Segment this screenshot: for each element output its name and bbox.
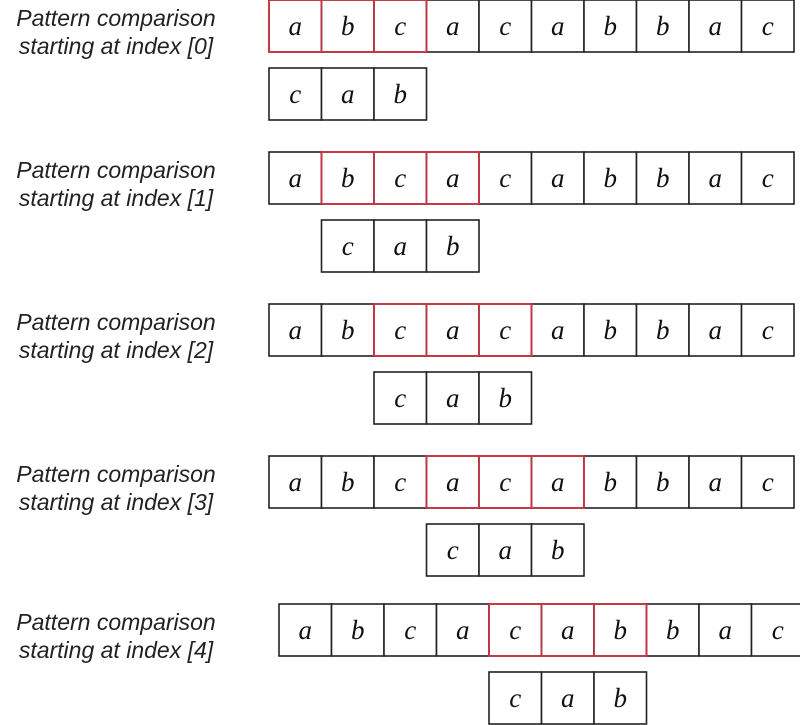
comparison-label-line1: Pattern comparison	[16, 609, 216, 635]
comparison-label-line2: starting at index [4]	[18, 637, 214, 663]
text-cell-2	[374, 456, 427, 508]
text-cell-4	[479, 152, 532, 204]
text-cell-6-char: b	[603, 467, 617, 497]
pattern-cell-2	[532, 524, 585, 576]
pattern-cell-0-char: c	[509, 683, 522, 713]
text-cell-3	[427, 456, 480, 508]
text-cell-7-char: b	[656, 467, 670, 497]
text-cell-5	[532, 456, 585, 508]
text-cell-4	[489, 604, 542, 656]
text-cell-6	[584, 0, 637, 52]
comparison-blocks	[16, 0, 800, 724]
text-cell-5-char: a	[551, 315, 565, 345]
text-cell-8-char: a	[708, 11, 722, 41]
text-cell-1-char: b	[341, 11, 355, 41]
pattern-cell-2	[594, 672, 647, 724]
text-cell-3	[427, 152, 480, 204]
pattern-cell-0	[427, 524, 480, 576]
pattern-cell-2-char: b	[498, 383, 512, 413]
pattern-cell-1-char: a	[498, 535, 512, 565]
pattern-cell-0-char: c	[341, 231, 354, 261]
comparison-label-line1: Pattern comparison	[16, 5, 216, 31]
text-cell-1	[332, 604, 385, 656]
pattern-cell-1	[374, 220, 427, 272]
pattern-cell-1-char: a	[446, 383, 460, 413]
text-cell-0	[269, 456, 322, 508]
text-cell-1	[322, 456, 375, 508]
pattern-cell-2-char: b	[551, 535, 565, 565]
text-cell-9-char: c	[761, 315, 774, 345]
text-cell-7-char: b	[656, 163, 670, 193]
text-cell-6-char: b	[603, 163, 617, 193]
text-cell-2	[374, 0, 427, 52]
pattern-cell-0	[269, 68, 322, 120]
text-cell-4-char: c	[499, 11, 512, 41]
pattern-cell-0-char: c	[394, 383, 407, 413]
comparison-block-3	[16, 456, 794, 576]
text-cell-1	[322, 304, 375, 356]
text-cell-0-char: a	[288, 315, 302, 345]
text-cell-4-char: c	[509, 615, 522, 645]
text-cell-3-char: a	[456, 615, 470, 645]
text-cell-5-char: a	[561, 615, 575, 645]
pattern-cell-2-char: b	[613, 683, 627, 713]
text-cell-4-char: c	[499, 315, 512, 345]
pattern-cell-2	[374, 68, 427, 120]
pattern-row	[427, 524, 585, 576]
text-cell-9-char: c	[761, 163, 774, 193]
text-cell-6	[594, 604, 647, 656]
text-cell-7	[637, 304, 690, 356]
text-cell-2	[374, 304, 427, 356]
text-cell-1	[322, 152, 375, 204]
text-cell-6-char: b	[613, 615, 627, 645]
text-cell-7	[637, 152, 690, 204]
pattern-cell-1-char: a	[561, 683, 575, 713]
text-cell-7-char: b	[656, 11, 670, 41]
comparison-label-line2: starting at index [3]	[18, 489, 214, 515]
pattern-cell-0	[489, 672, 542, 724]
text-sequence-row	[269, 152, 794, 204]
comparison-label-line1: Pattern comparison	[16, 309, 216, 335]
text-cell-8	[689, 304, 742, 356]
text-cell-1-char: b	[341, 315, 355, 345]
pattern-row	[489, 672, 647, 724]
text-cell-7	[637, 0, 690, 52]
text-cell-0-char: a	[298, 615, 312, 645]
text-cell-9	[742, 152, 795, 204]
comparison-block-2	[16, 304, 794, 424]
pattern-cell-1-char: a	[393, 231, 407, 261]
text-cell-0	[279, 604, 332, 656]
text-cell-0-char: a	[288, 163, 302, 193]
pattern-cell-0	[374, 372, 427, 424]
text-cell-2-char: c	[404, 615, 417, 645]
pattern-cell-0-char: c	[289, 79, 302, 109]
text-cell-2	[374, 152, 427, 204]
text-cell-5	[532, 304, 585, 356]
comparison-label-line1: Pattern comparison	[16, 461, 216, 487]
text-sequence-row	[269, 0, 794, 52]
text-cell-9	[742, 456, 795, 508]
text-cell-5-char: a	[551, 467, 565, 497]
text-cell-2-char: c	[394, 315, 407, 345]
text-cell-3	[437, 604, 490, 656]
text-cell-0-char: a	[288, 11, 302, 41]
text-cell-9-char: c	[771, 615, 784, 645]
text-cell-6-char: b	[603, 315, 617, 345]
text-cell-1-char: b	[351, 615, 365, 645]
text-cell-6	[584, 304, 637, 356]
comparison-block-4	[16, 604, 800, 724]
text-cell-4-char: c	[499, 467, 512, 497]
text-cell-0	[269, 304, 322, 356]
text-cell-8-char: a	[708, 163, 722, 193]
pattern-cell-1	[479, 524, 532, 576]
text-sequence-row	[279, 604, 800, 656]
comparison-label-line1: Pattern comparison	[16, 157, 216, 183]
text-cell-5-char: a	[551, 11, 565, 41]
text-cell-4	[479, 456, 532, 508]
text-cell-9	[752, 604, 800, 656]
text-cell-3-char: a	[446, 467, 460, 497]
text-cell-8	[689, 152, 742, 204]
text-cell-8	[689, 456, 742, 508]
text-cell-3-char: a	[446, 163, 460, 193]
text-cell-7	[647, 604, 700, 656]
text-cell-6-char: b	[603, 11, 617, 41]
pattern-row	[322, 220, 480, 272]
text-cell-7	[637, 456, 690, 508]
text-cell-4-char: c	[499, 163, 512, 193]
text-cell-8	[699, 604, 752, 656]
text-cell-9	[742, 304, 795, 356]
pattern-cell-1-char: a	[341, 79, 355, 109]
text-cell-9	[742, 0, 795, 52]
pattern-cell-2	[427, 220, 480, 272]
text-cell-2-char: c	[394, 11, 407, 41]
text-cell-1-char: b	[341, 467, 355, 497]
pattern-row	[269, 68, 427, 120]
text-cell-0	[269, 152, 322, 204]
comparison-label-line2: starting at index [1]	[18, 185, 214, 211]
text-cell-8-char: a	[708, 467, 722, 497]
pattern-cell-1	[427, 372, 480, 424]
text-cell-4	[479, 0, 532, 52]
pattern-row	[374, 372, 532, 424]
text-cell-0-char: a	[288, 467, 302, 497]
comparison-block-0	[16, 0, 794, 120]
pattern-cell-1	[542, 672, 595, 724]
comparison-label-line2: starting at index [0]	[18, 33, 214, 59]
text-cell-2	[384, 604, 437, 656]
text-cell-5-char: a	[551, 163, 565, 193]
text-cell-2-char: c	[394, 163, 407, 193]
text-cell-8-char: a	[708, 315, 722, 345]
text-cell-5	[532, 152, 585, 204]
text-cell-6	[584, 456, 637, 508]
text-cell-8-char: a	[718, 615, 732, 645]
comparison-block-1	[16, 152, 794, 272]
text-cell-1	[322, 0, 375, 52]
text-cell-2-char: c	[394, 467, 407, 497]
text-cell-3-char: a	[446, 315, 460, 345]
text-cell-7-char: b	[666, 615, 680, 645]
pattern-cell-2-char: b	[393, 79, 407, 109]
pattern-cell-1	[322, 68, 375, 120]
pattern-cell-2	[479, 372, 532, 424]
pattern-cell-0	[322, 220, 375, 272]
text-cell-0	[269, 0, 322, 52]
pattern-cell-0-char: c	[446, 535, 459, 565]
text-cell-5	[542, 604, 595, 656]
text-cell-3	[427, 304, 480, 356]
text-cell-4	[479, 304, 532, 356]
text-cell-8	[689, 0, 742, 52]
text-cell-9-char: c	[761, 467, 774, 497]
text-cell-7-char: b	[656, 315, 670, 345]
comparison-label-line2: starting at index [2]	[18, 337, 214, 363]
text-cell-9-char: c	[761, 11, 774, 41]
text-cell-1-char: b	[341, 163, 355, 193]
pattern-cell-2-char: b	[446, 231, 460, 261]
text-cell-3-char: a	[446, 11, 460, 41]
text-cell-6	[584, 152, 637, 204]
text-cell-3	[427, 0, 480, 52]
text-cell-5	[532, 0, 585, 52]
